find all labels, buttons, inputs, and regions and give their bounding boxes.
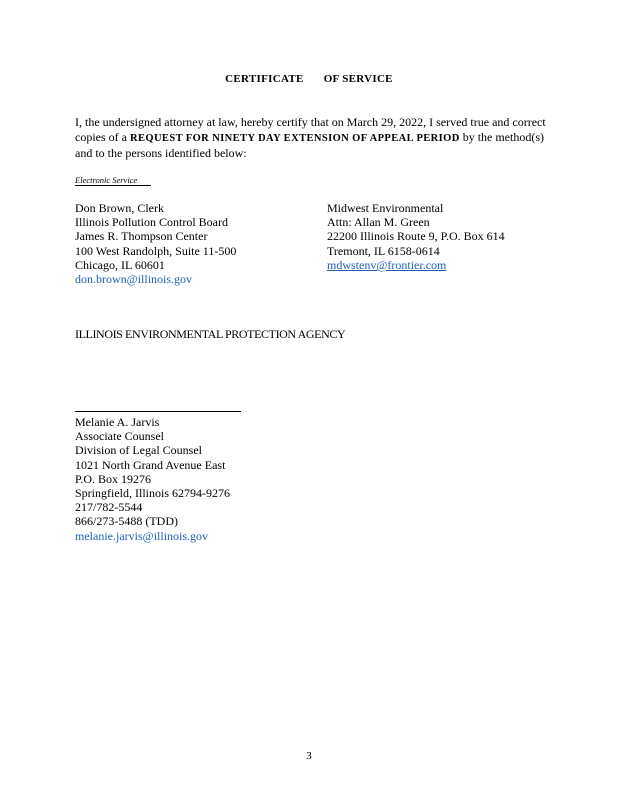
service-method-label: Electronic Service bbox=[75, 175, 151, 186]
signer-street: 1021 North Grand Avenue East bbox=[75, 457, 226, 472]
recipient-street: 22200 Illinois Route 9, P.O. Box 614 bbox=[327, 229, 505, 244]
recipient-attention: Attn: Allan M. Green bbox=[327, 215, 430, 230]
signer-name: Melanie A. Jarvis bbox=[75, 415, 160, 429]
signer-tdd: 866/273-5488 (TDD) bbox=[75, 514, 178, 529]
statement-part-2: by the method(s) and to the persons identified below: bbox=[75, 129, 545, 160]
signer-phone: 217/782-5544 bbox=[75, 500, 143, 515]
page-number: 3 bbox=[306, 750, 312, 762]
title-word-certificate: CERTIFICATE bbox=[225, 73, 304, 85]
recipient-name: Midwest Environmental bbox=[327, 201, 444, 215]
signer-city: Springfield, Illinois 62794-9276 bbox=[75, 486, 230, 501]
recipient-city: Tremont, IL 6158-0614 bbox=[327, 243, 440, 258]
statement-part-1: I, the undersigned attorney at law, hereby certify that on March 29, 2022, I served true and correct copies of a bbox=[75, 115, 546, 144]
recipient-street: 100 West Randolph, Suite 11-500 bbox=[75, 243, 237, 258]
signer-po-box: P.O. Box 19276 bbox=[75, 471, 152, 486]
agency-name: ILLINOIS ENVIRONMENTAL PROTECTION AGENCY bbox=[75, 327, 346, 341]
certificate-title bbox=[0, 73, 618, 85]
certification-statement bbox=[75, 115, 550, 161]
signer-division: Division of Legal Counsel bbox=[75, 443, 202, 458]
recipient-midwest-environmental bbox=[327, 201, 505, 272]
signer-email-link[interactable]: melanie.jarvis@illinois.gov bbox=[75, 528, 209, 543]
signature-line bbox=[75, 411, 241, 412]
recipient-name: Don Brown, Clerk bbox=[75, 201, 164, 215]
signer-block bbox=[75, 415, 230, 543]
title-word-of-service: OF SERVICE bbox=[323, 73, 393, 85]
recipient-organization: Illinois Pollution Control Board bbox=[75, 215, 229, 230]
recipient-pollution-control-board bbox=[75, 201, 236, 286]
served-document-title: REQUEST FOR NINETY DAY EXTENSION OF APPEAL PERIOD bbox=[129, 132, 460, 144]
signer-title: Associate Counsel bbox=[75, 429, 164, 444]
recipient-building: James R. Thompson Center bbox=[75, 229, 208, 244]
recipient-email-link[interactable]: mdwstenv@frontier.com bbox=[327, 257, 447, 272]
recipient-city: Chicago, IL 60601 bbox=[75, 257, 165, 272]
recipient-email-link[interactable]: don.brown@illinois.gov bbox=[75, 272, 193, 287]
